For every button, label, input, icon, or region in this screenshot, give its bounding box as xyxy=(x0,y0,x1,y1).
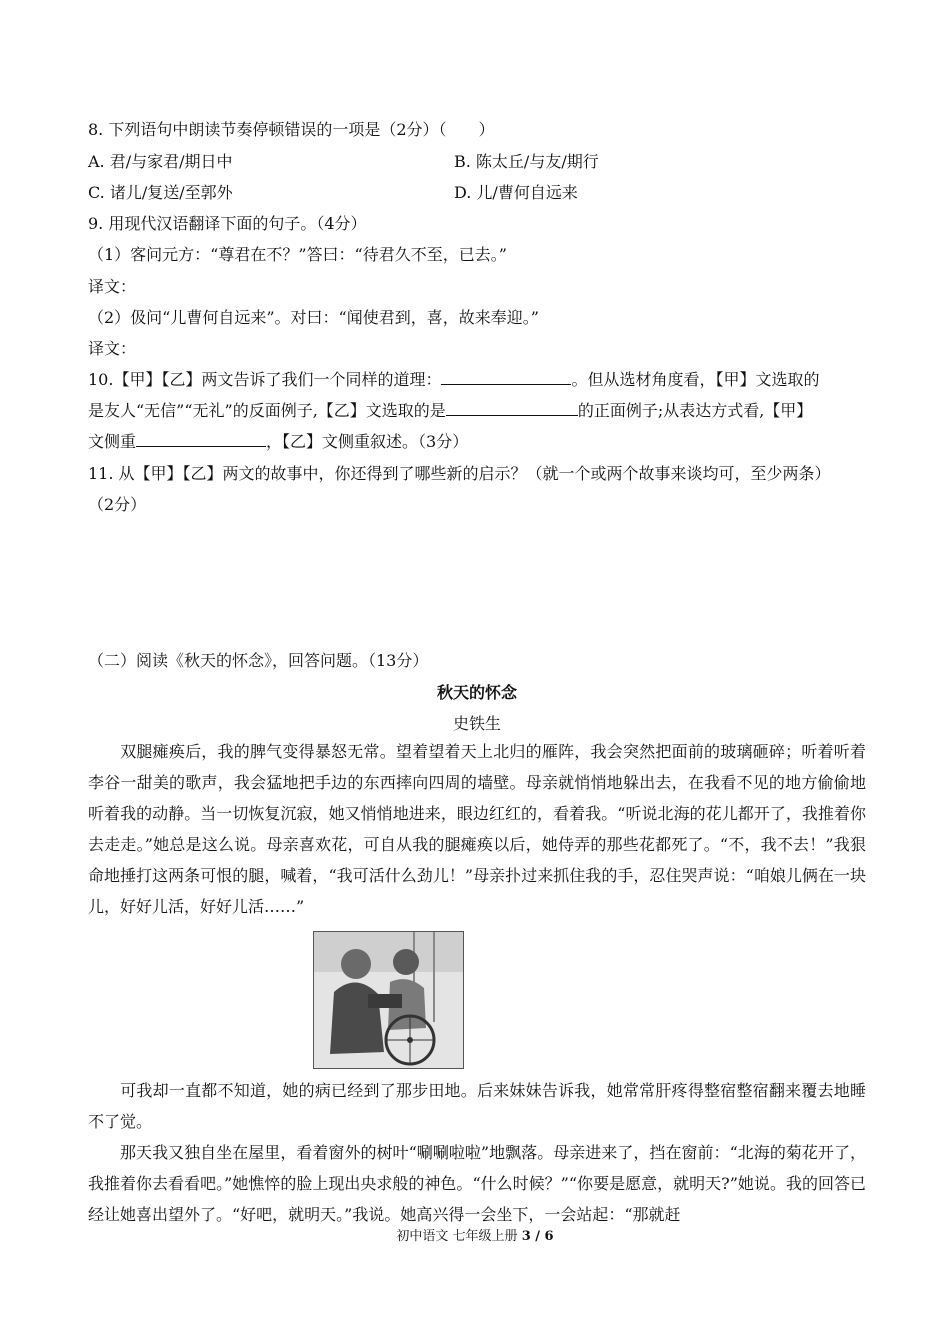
illustration-mother-son-wheelchair xyxy=(313,931,464,1069)
article-paragraph: 双腿瘫痪后，我的脾气变得暴怒无常。望着望着天上北归的雁阵，我会突然把面前的玻璃砸碎；听着听着李谷一甜美的歌声，我会猛地把手边的东西摔向四周的墙壁。母亲就悄悄地躲出去，在我看不见的地方偷偷地听着我的动静。当一切恢复沉寂，她又悄悄地进来，眼边红红的，看着我。“听说北海的花儿都开了，我推着你去走走。”她总是这么说。母亲喜欢花，可自从我的腿瘫痪以后，她侍弄的那些花都死了。“不，我不去！”我狠命地捶打这两条可恨的腿，喊着，“我可活什么劲儿！”母亲扑过来抓住我的手，忍住哭声说：“咱娘儿俩在一块儿，好好儿活，好好儿活……” xyxy=(88,742,866,916)
article-author: 史铁生 xyxy=(452,714,501,733)
q9-translation-2-label: 译文： xyxy=(88,339,137,358)
q11-line-1: 11. 从【甲】【乙】两文的故事中，你还得到了哪些新的启示？（就一个或两个故事来谈均可，至少两条） xyxy=(88,464,831,483)
q8-option-a: A. 君/与家君/期日中 xyxy=(88,152,233,171)
q10-line-1 xyxy=(88,369,819,391)
q10-text: ，【乙】文侧重叙述。（3分） xyxy=(266,432,469,451)
q10-line-3 xyxy=(88,431,468,453)
section-heading: （二）阅读《秋天的怀念》，回答问题。（13分） xyxy=(88,651,429,670)
article-title: 秋天的怀念 xyxy=(436,683,517,702)
answer-blank[interactable] xyxy=(441,370,571,385)
article-paragraph: 可我却一直都不知道，她的病已经到了那步田地。后来妹妹告诉我，她常常肝疼得整宿整宿翻来覆去地睡不了觉。 xyxy=(88,1081,866,1131)
q9-sentence-2: （2）伋问“儿曹何自远来”。对曰：“闻使君到，喜，故来奉迎。” xyxy=(88,308,539,327)
q8-option-c: C. 诸儿/复送/至郭外 xyxy=(88,183,233,202)
page-number: 3 / 6 xyxy=(521,1229,554,1244)
q10-text: 文侧重 xyxy=(88,432,137,451)
q10-text: 10.【甲】【乙】两文告诉了我们一个同样的道理： xyxy=(88,370,442,389)
page-footer xyxy=(0,1228,950,1246)
q10-text: 是友人“无信”“无礼”的反面例子,【乙】文选取的是 xyxy=(88,401,446,420)
q10-text: 的正面例子;从表达方式看,【甲】 xyxy=(577,401,813,420)
q8-option-d: D. 儿/曹何自远来 xyxy=(454,183,578,202)
footer-course: 初中语文 七年级上册 xyxy=(396,1229,522,1244)
answer-blank[interactable] xyxy=(136,432,266,447)
q9-stem: 9. 用现代汉语翻译下面的句子。（4分） xyxy=(88,214,367,233)
q11-line-2: （2分） xyxy=(88,495,147,514)
q9-translation-1-label: 译文： xyxy=(88,277,137,296)
q10-text: 。但从选材角度看，【甲】文选取的 xyxy=(571,370,820,389)
q10-line-2 xyxy=(88,400,812,422)
answer-blank[interactable] xyxy=(446,401,578,416)
q8-option-b: B. 陈太丘/与友/期行 xyxy=(454,152,599,171)
article-paragraph: 那天我又独自坐在屋里，看着窗外的树叶“唰唰啦啦”地飘落。母亲进来了，挡在窗前：“北海的菊花开了，我推着你去看看吧。”她憔悴的脸上现出央求般的神色。“什么时候？”“你要是愿意，就明天?”她说。我的回答已经让她喜出望外了。“好吧，就明天。”我说。她高兴得一会坐下，一会站起：“那就赶 xyxy=(88,1143,866,1224)
q9-sentence-1: （1）客问元方：“尊君在不？”答曰：“待君久不至，已去。” xyxy=(88,245,507,264)
q8-stem: 8. 下列语句中朗读节奏停顿错误的一项是（2分）（ ） xyxy=(88,120,495,139)
